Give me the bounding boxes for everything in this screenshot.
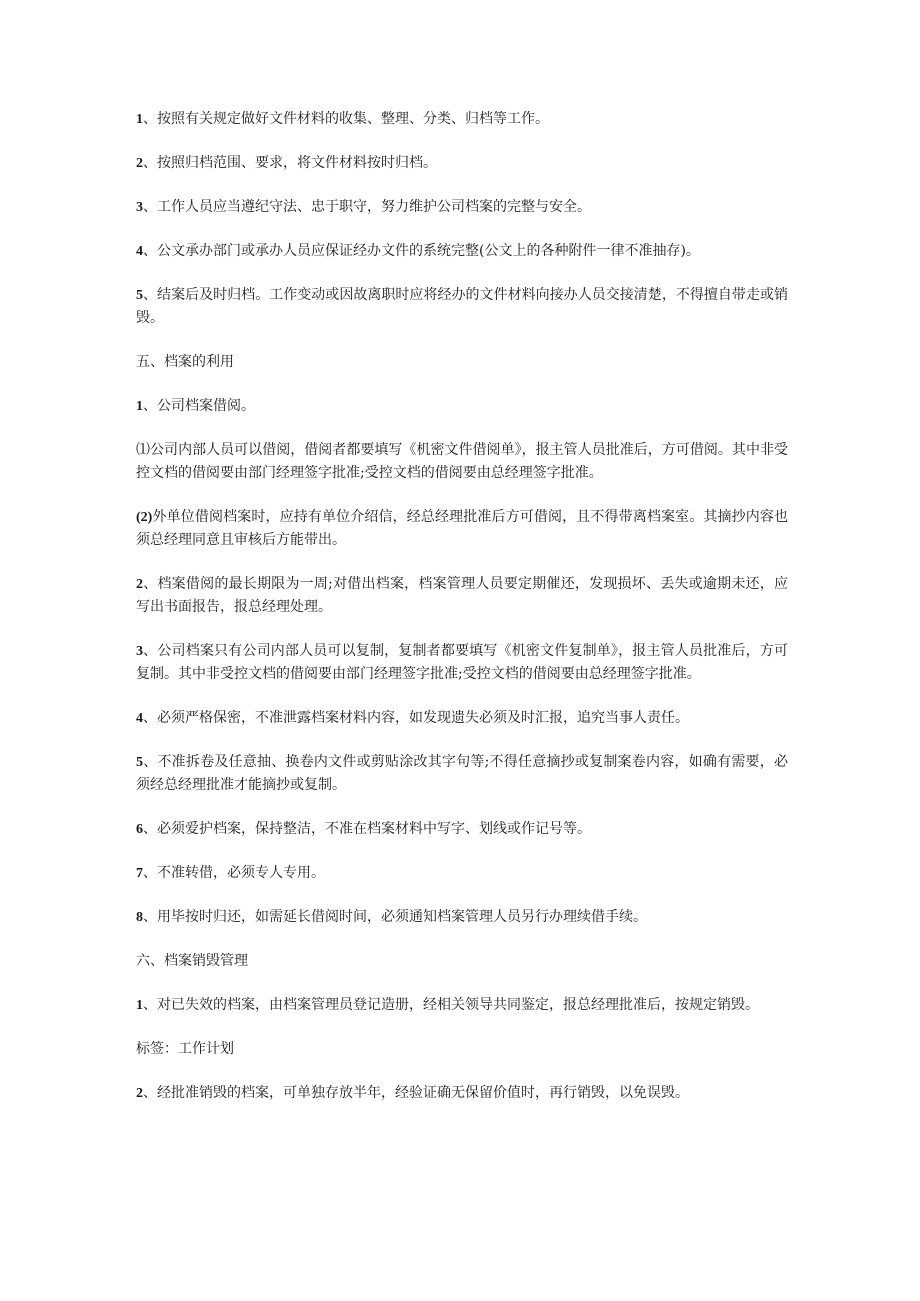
paragraph-destroy-1: 1、对已失效的档案，由档案管理员登记造册，经相关领导共同鉴定，报总经理批准后，按规定销毁。 [136, 997, 759, 1013]
paragraph-no-lend: 7、不准转借，必须专人专用。 [136, 865, 325, 881]
paragraph-2: 2、按照归档范围、要求，将文件材料按时归档。 [136, 155, 437, 171]
paragraph-5: 5、结案后及时归档。工作变动或因故离职时应将经办的文件材料向接办人员交接清楚，不得擅自带走或销毁。 [136, 287, 788, 326]
paragraph-external-borrow: (2)外单位借阅档案时，应持有单位介绍信，经总经理批准后方可借阅，且不得带离档案室。其摘抄内容也须总经理同意且审核后方能带出。 [136, 509, 788, 548]
paragraph-borrow: 1、公司档案借阅。 [136, 398, 255, 414]
paragraph-3: 3、工作人员应当遵纪守法、忠于职守，努力维护公司档案的完整与安全。 [136, 199, 591, 215]
paragraph-internal-borrow: ⑴公司内部人员可以借阅，借阅者都要填写《机密文件借阅单》，报主管人员批准后，方可借阅。其中非受控文档的借阅要由部门经理签字批准;受控文档的借阅要由总经理签字批准。 [136, 442, 788, 481]
document-body [136, 108, 788, 1126]
paragraph-1: 1、按照有关规定做好文件材料的收集、整理、分类、归档等工作。 [136, 111, 549, 127]
tag-label: 标签：工作计划 [136, 1041, 234, 1057]
section-heading-6: 六、档案销毁管理 [136, 953, 248, 969]
paragraph-confidential: 4、必须严格保密，不准泄露档案材料内容，如发现遗失必须及时汇报，追究当事人责任。 [136, 710, 689, 726]
paragraph-4: 4、公文承办部门或承办人员应保证经办文件的系统完整(公文上的各种附件一律不准抽存)。 [136, 243, 700, 259]
paragraph-copy: 3、公司档案只有公司内部人员可以复制，复制者都要填写《机密文件复制单》，报主管人员批准后，方可复制。其中非受控文档的借阅要由部门经理签字批准;受控文档的借阅要由总经理签字批准。 [136, 643, 788, 682]
paragraph-destroy-2: 2、经批准销毁的档案，可单独存放半年，经验证确无保留价值时，再行销毁，以免误毁。 [136, 1085, 689, 1101]
section-heading-5: 五、档案的利用 [136, 354, 234, 370]
paragraph-care: 6、必须爱护档案，保持整洁，不准在档案材料中写字、划线或作记号等。 [136, 821, 591, 837]
paragraph-no-dismantle: 5、不准拆卷及任意抽、换卷内文件或剪贴涂改其字句等;不得任意摘抄或复制案卷内容，如确有需要，必须经总经理批准才能摘抄或复制。 [136, 754, 788, 793]
paragraph-borrow-period: 2、档案借阅的最长期限为一周;对借出档案，档案管理人员要定期催还，发现损坏、丢失或逾期未还，应写出书面报告，报总经理处理。 [136, 576, 788, 615]
paragraph-return: 8、用毕按时归还，如需延长借阅时间，必须通知档案管理人员另行办理续借手续。 [136, 909, 647, 925]
